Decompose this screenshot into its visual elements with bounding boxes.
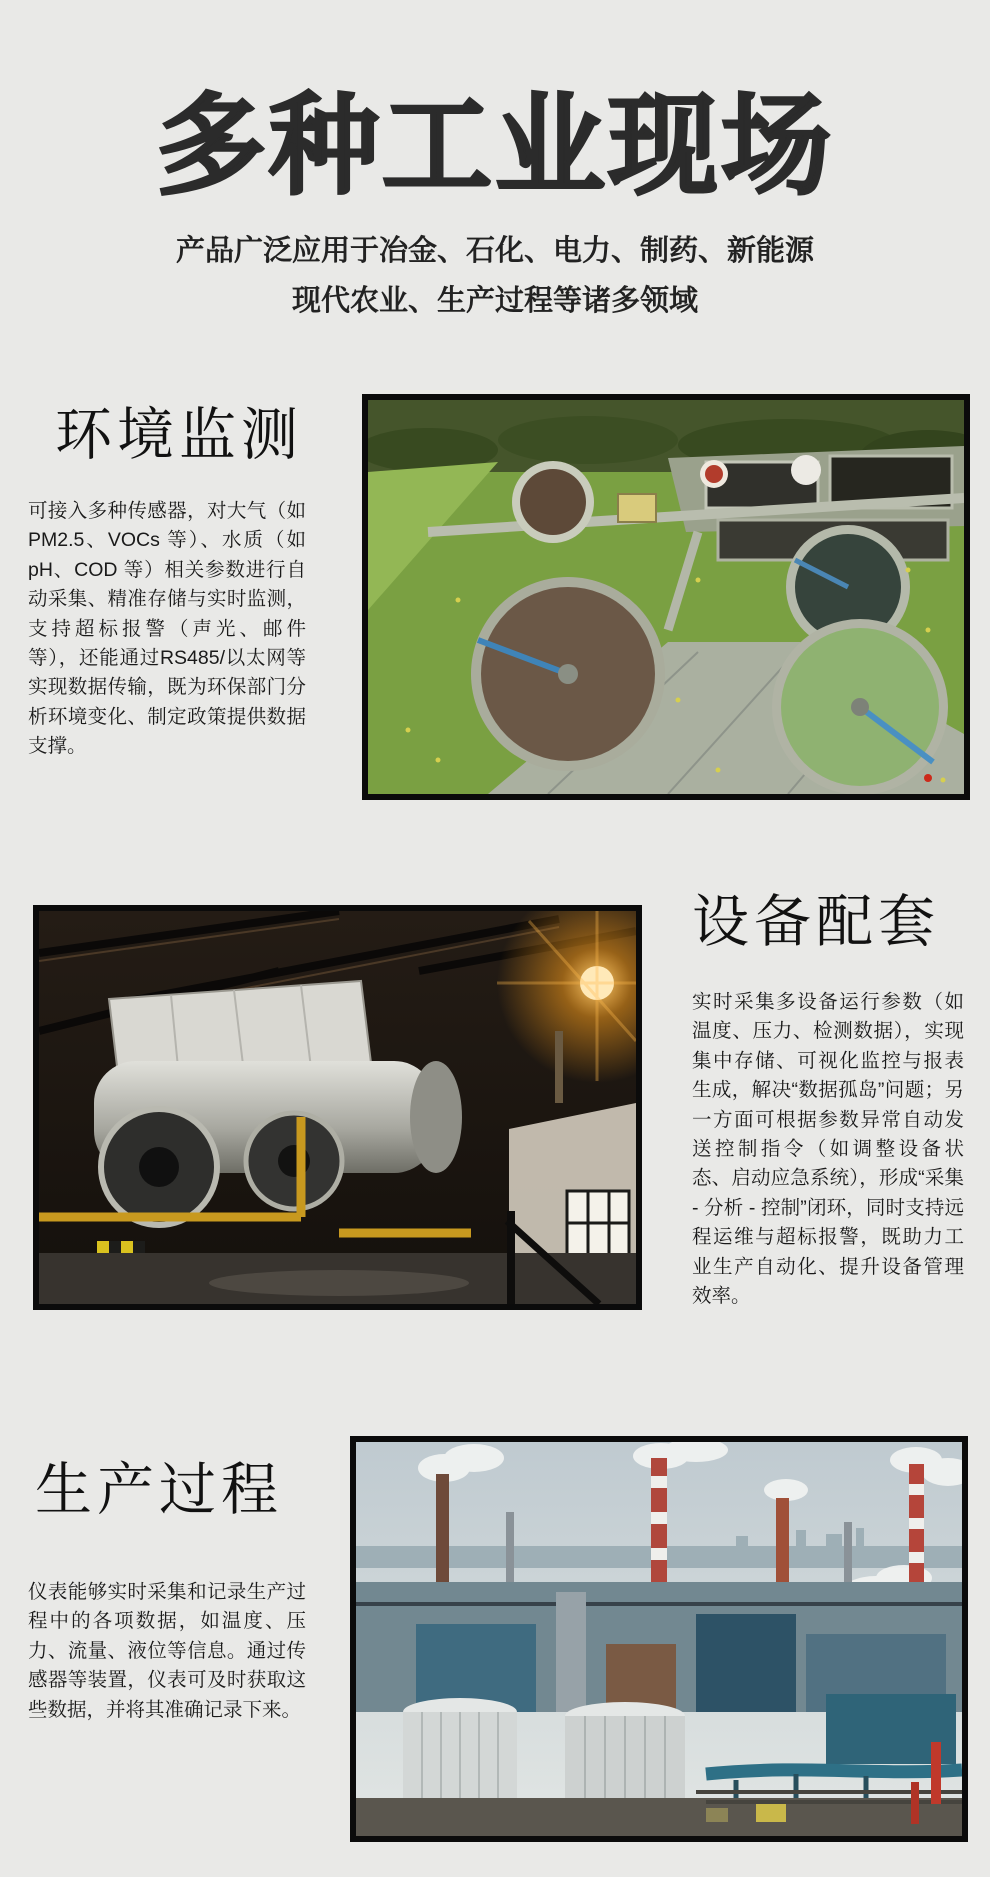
production-photo — [350, 1436, 968, 1842]
section-equipment-heading: 设备配套 — [692, 890, 940, 954]
subtitle-line-2: 现代农业、生产过程等诸多领域 — [291, 285, 698, 317]
section-production-heading: 生产过程 — [35, 1458, 283, 1522]
steel-plant-panorama-illustration — [356, 1442, 962, 1836]
subtitle-line-1: 产品广泛应用于冶金、石化、电力、制药、新能源 — [175, 235, 814, 267]
section-equipment-body: 实时采集多设备运行参数（如温度、压力、检测数据），实现集中存储、可视化监控与报表生成，解决“数据孤岛”问题；另一方面可根据参数异常自动发送控制指令（如调整设备状态、启动应急系统），形成“采集 - 分析 - 控制”闭环，同时支持远程运维与超标报警，既助力工业生产自动化、提升设备管理效率。 — [692, 991, 964, 1308]
environment-photo — [362, 394, 970, 800]
section-environment-body: 可接入多种传感器，对大气（如 PM2.5、VOCs 等）、水质（如 pH、COD 等）相关参数进行自动采集、精准存储与实时监测，支持超标报警（声光、邮件等），还能通过RS485/以太网等实现数据传输，既为环保部门分析环境变化、制定政策提供数据支撑。 — [28, 500, 306, 758]
equipment-photo — [33, 905, 642, 1310]
industrial-boiler-room-illustration — [39, 911, 636, 1304]
section-production-body: 仪表能够实时采集和记录生产过程中的各项数据，如温度、压力、流量、液位等信息。通过传感器等装置，仪表可及时获取这些数据，并将其准确记录下来。 — [28, 1581, 306, 1721]
section-environment-heading: 环境监测 — [55, 403, 303, 467]
page-title: 多种工业现场 — [156, 85, 834, 208]
water-treatment-plant-illustration — [368, 400, 964, 794]
page-subtitle — [0, 226, 990, 326]
